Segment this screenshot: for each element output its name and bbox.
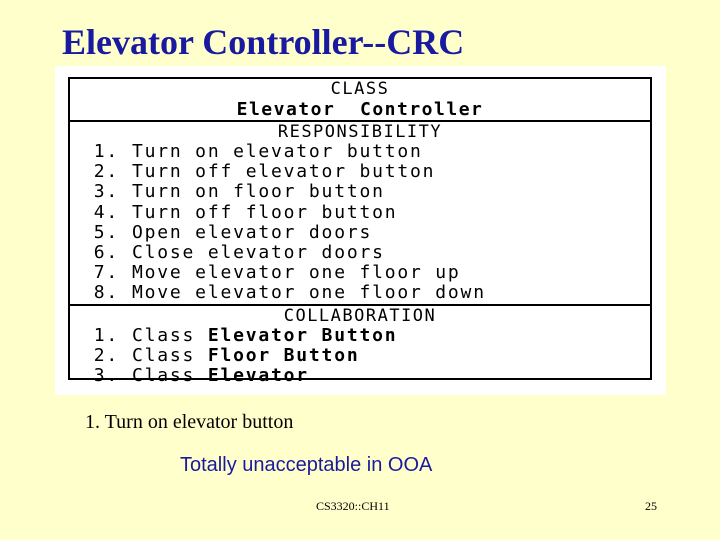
crc-card-figure [55,66,666,395]
footer-course: CS3320::CH11 [316,499,390,513]
example-responsibility: 1. Turn on elevator button [85,411,294,433]
list-item: 3. Turn on floor button [93,181,385,203]
responsibility-list [70,142,650,304]
class-name: Elevator Controller [236,99,484,120]
responsibility-header: RESPONSIBILITY [277,122,443,142]
verdict-text: Totally unacceptable in OOA [180,454,433,476]
collaboration-list [70,326,650,387]
list-item: 6. Close elevator doors [93,242,385,264]
list-item: 5. Open elevator doors [93,221,373,243]
list-item: 3. Class Elevator [93,365,309,387]
list-item: 2. Turn off elevator button [93,161,436,183]
crc-card [68,77,652,387]
collaboration-header: COLLABORATION [283,305,437,326]
list-item: 1. Turn on elevator button [93,141,423,162]
list-item: 2. Class Floor Button [93,344,360,366]
slide-title: Elevator Controller--CRC [62,22,465,62]
class-header: CLASS [330,79,390,99]
list-item: 8. Move elevator one floor down [93,282,486,304]
list-item: 1. Class Elevator Button [93,324,398,346]
page-number: 25 [645,499,657,513]
list-item: 7. Move elevator one floor up [93,262,461,284]
list-item: 4. Turn off floor button [93,201,398,223]
